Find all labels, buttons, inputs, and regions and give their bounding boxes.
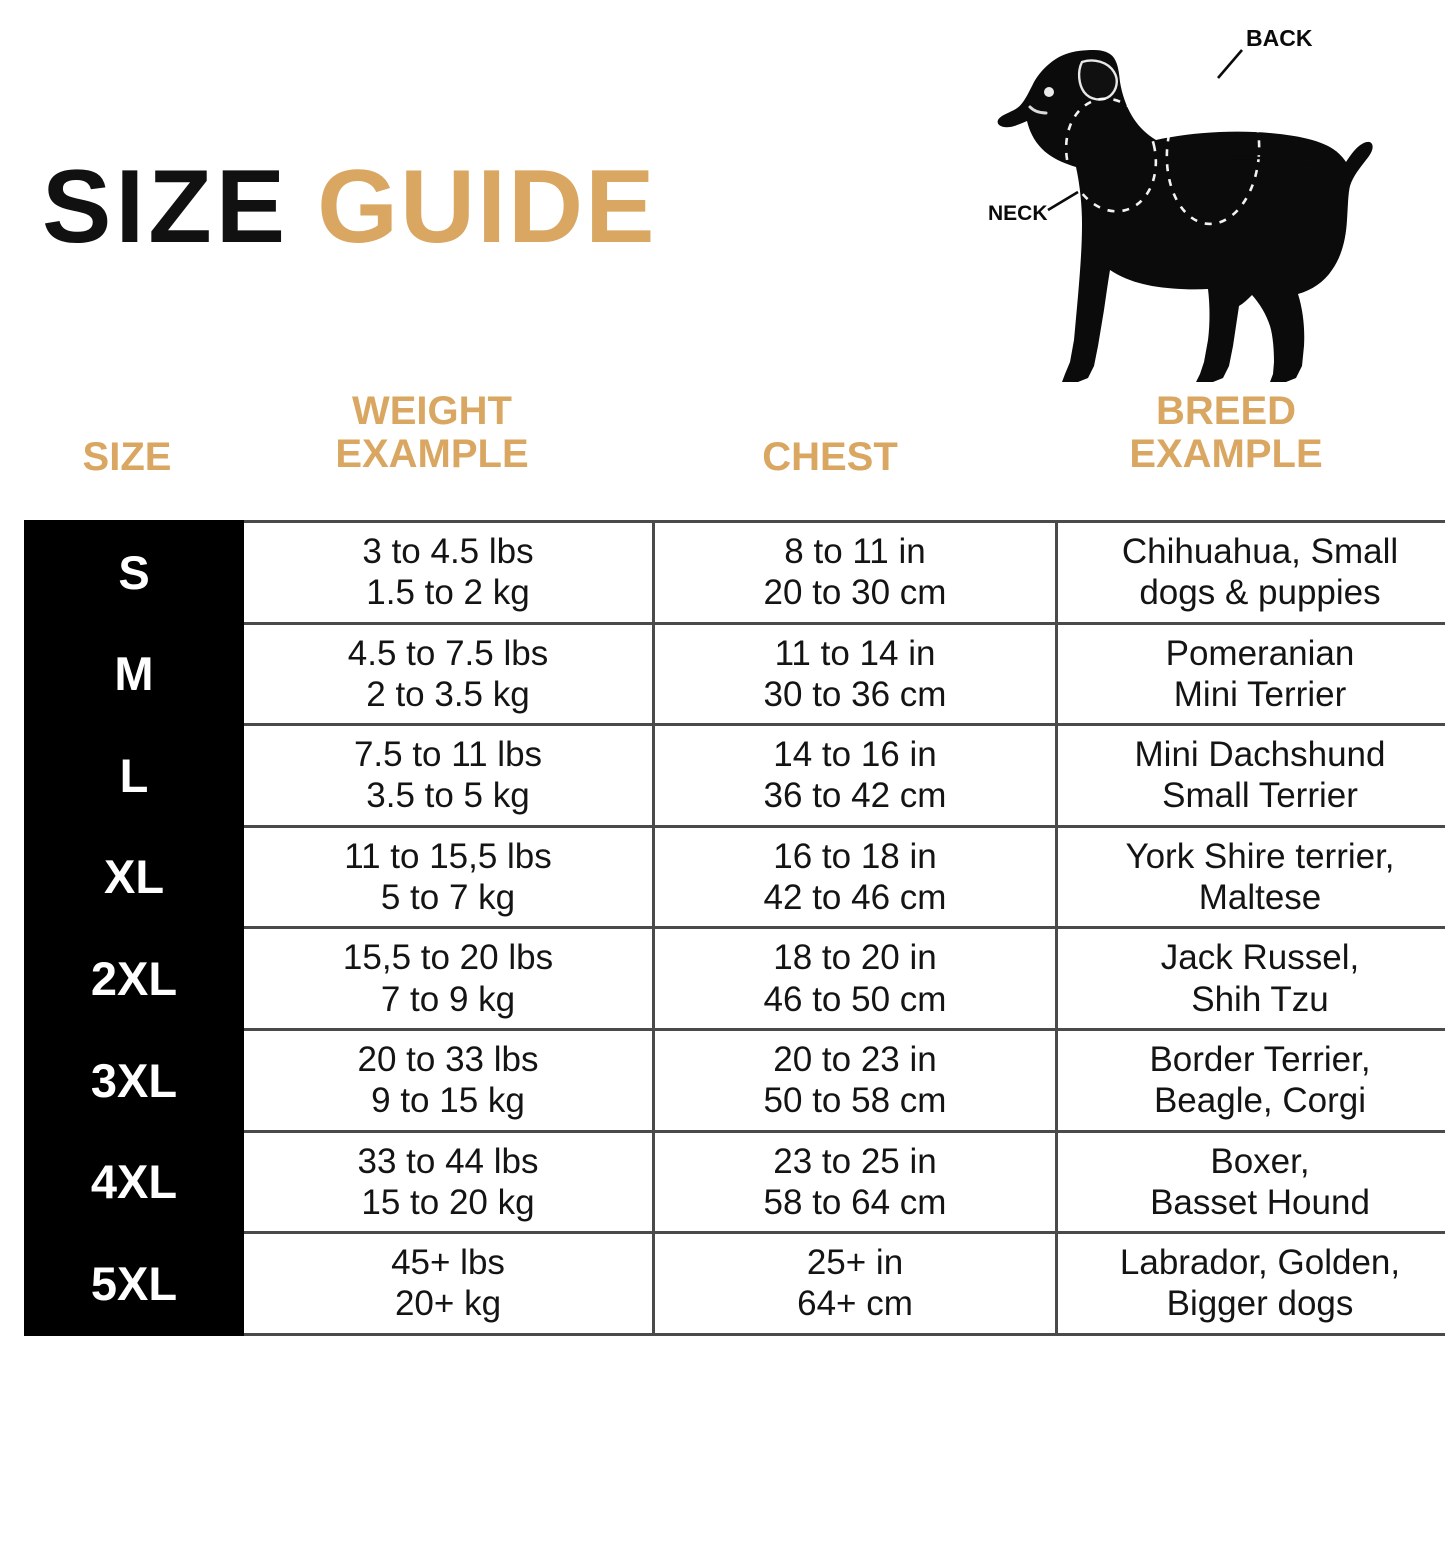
cell-chest-in: 23 to 25 in (773, 1141, 937, 1181)
cell-chest-in: 8 to 11 in (784, 532, 926, 571)
size-guide-table (24, 520, 1445, 1336)
cell-size: 2XL (26, 928, 243, 1030)
cell-size: S (26, 522, 243, 624)
cell-breed-line1: Jack Russel, (1160, 938, 1360, 978)
cell-weight-kg: 1.5 to 2 kg (366, 573, 530, 613)
table-row (26, 1131, 1445, 1233)
size-guide-table-body (26, 522, 1445, 1335)
cell-breed-line1: Labrador, Golden, (1119, 1243, 1401, 1283)
cell-breed-line1: Pomeranian (1165, 633, 1355, 673)
table-row (26, 928, 1445, 1030)
cell-weight (243, 522, 654, 624)
table-row (26, 826, 1445, 928)
table-row (26, 725, 1445, 827)
cell-breed-line1: Boxer, (1210, 1141, 1310, 1181)
cell-chest-in: 20 to 23 in (773, 1039, 937, 1079)
cell-size: L (26, 725, 243, 827)
column-heading-size: SIZE (82, 435, 172, 479)
cell-size: 4XL (26, 1131, 243, 1233)
cell-weight-lbs: 3 to 4.5 lbs (362, 532, 534, 571)
column-heading-breed-line2: EXAMPLE (1129, 432, 1323, 477)
page-title (42, 149, 657, 265)
cell-breed-line2: Basset Hound (1150, 1182, 1370, 1222)
cell-breed (1057, 1029, 1445, 1131)
label-neck: NECK (988, 202, 1048, 225)
cell-weight-kg: 15 to 20 kg (361, 1182, 535, 1222)
cell-breed (1057, 1131, 1445, 1233)
cell-chest (654, 1029, 1057, 1131)
cell-weight-kg: 7 to 9 kg (380, 979, 516, 1019)
cell-chest-in: 16 to 18 in (773, 836, 937, 876)
cell-chest (654, 623, 1057, 725)
cell-breed-line1: Mini Dachshund (1134, 735, 1386, 775)
cell-size: 5XL (26, 1233, 243, 1335)
cell-weight (243, 623, 654, 725)
cell-weight-lbs: 20 to 33 lbs (357, 1039, 539, 1079)
cell-chest-cm: 58 to 64 cm (763, 1182, 947, 1222)
cell-chest (654, 522, 1057, 624)
cell-size: XL (26, 826, 243, 928)
cell-chest-cm: 20 to 30 cm (763, 573, 947, 613)
cell-breed-line2: dogs & puppies (1139, 573, 1381, 613)
column-heading-weight (232, 390, 632, 476)
cell-breed (1057, 1233, 1445, 1335)
cell-size: M (26, 623, 243, 725)
cell-breed-line2: Bigger dogs (1166, 1284, 1354, 1324)
column-heading-chest: CHEST (762, 435, 898, 479)
cell-breed-line2: Maltese (1198, 878, 1322, 918)
cell-chest-cm: 30 to 36 cm (763, 674, 947, 714)
column-heading-weight-line2: EXAMPLE (335, 432, 529, 477)
cell-chest (654, 928, 1057, 1030)
cell-weight-kg: 20+ kg (394, 1284, 502, 1324)
cell-weight (243, 928, 654, 1030)
label-chest: CHEST (1266, 148, 1338, 171)
table-row (26, 522, 1445, 624)
table-row (26, 623, 1445, 725)
cell-breed (1057, 826, 1445, 928)
column-heading-breed-line1: BREED (1155, 389, 1297, 433)
cell-chest-cm: 46 to 50 cm (763, 979, 947, 1019)
cell-weight (243, 1029, 654, 1131)
cell-chest-cm: 50 to 58 cm (763, 1081, 947, 1121)
column-heading-weight-line1: WEIGHT (352, 389, 512, 433)
cell-chest-cm: 42 to 46 cm (763, 878, 947, 918)
cell-size: 3XL (26, 1029, 243, 1131)
cell-weight-kg: 5 to 7 kg (380, 878, 516, 918)
cell-weight-lbs: 33 to 44 lbs (357, 1141, 539, 1181)
cell-weight (243, 826, 654, 928)
cell-chest-in: 25+ in (806, 1243, 904, 1283)
cell-chest (654, 826, 1057, 928)
table-row (26, 1233, 1445, 1335)
dog-silhouette (998, 50, 1373, 382)
dog-measurement-diagram (970, 10, 1390, 395)
cell-weight-kg: 2 to 3.5 kg (366, 674, 530, 714)
cell-weight (243, 725, 654, 827)
cell-breed-line1: Border Terrier, (1149, 1039, 1371, 1079)
cell-chest (654, 1233, 1057, 1335)
cell-breed-line2: Mini Terrier (1173, 674, 1347, 714)
page-header (0, 0, 1445, 390)
column-heading-breed (1028, 390, 1424, 476)
cell-weight (243, 1233, 654, 1335)
cell-breed (1057, 522, 1445, 624)
cell-breed (1057, 725, 1445, 827)
cell-chest-in: 11 to 14 in (774, 633, 936, 673)
table-row (26, 1029, 1445, 1131)
cell-breed-line2: Small Terrier (1162, 776, 1358, 816)
cell-breed-line1: Chihuahua, Small (1121, 532, 1399, 571)
cell-chest-cm: 64+ cm (797, 1284, 913, 1324)
cell-chest (654, 1131, 1057, 1233)
cell-weight-kg: 9 to 15 kg (371, 1081, 525, 1121)
cell-breed (1057, 623, 1445, 725)
title-word-size: SIZE (42, 149, 290, 265)
cell-breed-line2: Shih Tzu (1191, 979, 1329, 1019)
cell-weight-kg: 3.5 to 5 kg (366, 776, 530, 816)
cell-chest-in: 14 to 16 in (773, 735, 937, 775)
title-word-guide: GUIDE (317, 149, 657, 265)
cell-weight-lbs: 15,5 to 20 lbs (342, 938, 554, 978)
cell-chest-in: 18 to 20 in (773, 938, 937, 978)
column-headings (0, 390, 1445, 520)
cell-breed (1057, 928, 1445, 1030)
label-back: BACK (1246, 25, 1313, 51)
cell-weight-lbs: 7.5 to 11 lbs (353, 735, 543, 775)
cell-weight (243, 1131, 654, 1233)
cell-breed-line1: York Shire terrier, (1125, 836, 1395, 876)
cell-breed-line2: Beagle, Corgi (1153, 1081, 1367, 1121)
cell-weight-lbs: 45+ lbs (391, 1243, 505, 1283)
cell-weight-lbs: 11 to 15,5 lbs (344, 836, 552, 876)
cell-weight-lbs: 4.5 to 7.5 lbs (347, 633, 549, 673)
cell-chest-cm: 36 to 42 cm (763, 776, 947, 816)
cell-chest (654, 725, 1057, 827)
